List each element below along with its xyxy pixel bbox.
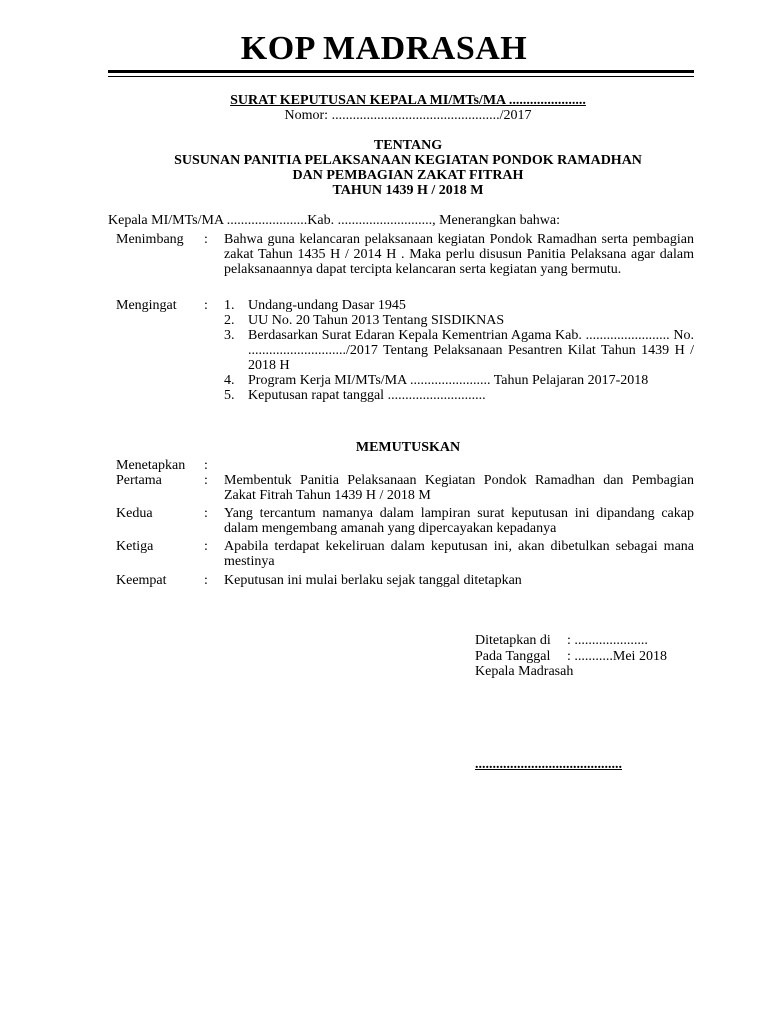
list-item-text: Undang-undang Dasar 1945 bbox=[248, 298, 406, 313]
menimbang-text: Bahwa guna kelancaran pelaksanaan kegiatan Pondok Ramadhan serta pembagian zakat Tahun 1435 H / 2014 H . Maka perlu disusun Panitia Pelaksana agar dalam pelaksanaannya dapat tercipta kelancaran serta kegiatan yang bermutu. bbox=[224, 232, 694, 277]
pertama-text: Membentuk Panitia Pelaksanaan Kegiatan Pondok Ramadhan dan Pembagian Zakat Fitrah Tahun 1439 H / 2018 M bbox=[224, 473, 694, 503]
menimbang-colon: : bbox=[204, 232, 208, 247]
pertama-label: Pertama bbox=[116, 473, 162, 488]
list-item bbox=[224, 373, 694, 388]
pertama-colon: : bbox=[204, 473, 208, 488]
mengingat-colon: : bbox=[204, 298, 208, 313]
mengingat-label: Mengingat bbox=[116, 298, 177, 313]
intro-statement: Kepala MI/MTs/MA .......................Kab. ..........................., Menerangkan bahwa: bbox=[108, 213, 561, 228]
memutuskan-heading: MEMUTUSKAN bbox=[355, 440, 461, 455]
list-item-text: Program Kerja MI/MTs/MA ....................... Tahun Pelajaran 2017-2018 bbox=[248, 373, 649, 388]
list-item bbox=[224, 298, 694, 313]
kedua-label: Kedua bbox=[116, 506, 153, 521]
ketiga-colon: : bbox=[204, 539, 208, 554]
list-item-number: 1. bbox=[224, 298, 235, 313]
tanggal-label: Pada Tanggal bbox=[475, 649, 551, 664]
tentang-heading: TENTANG bbox=[373, 138, 443, 153]
list-item-text: Berdasarkan Surat Edaran Kepala Kementrian Agama Kab. ........................ No. ............................/2017 Tentang Pelaksanaan Pesantren Kilat Tahun 1439 H / 2018 H bbox=[248, 328, 694, 373]
decree-title: SURAT KEPUTUSAN KEPALA MI/MTs/MA ...................... bbox=[230, 93, 586, 108]
list-item-number: 2. bbox=[224, 313, 235, 328]
subject-line-3: TAHUN 1439 H / 2018 M bbox=[332, 183, 484, 198]
kedua-text: Yang tercantum namanya dalam lampiran surat keputusan ini dipandang cakap dalam mengembang amanah yang dipercayakan kepadanya bbox=[224, 506, 694, 536]
list-item-text: Keputusan rapat tanggal ............................ bbox=[248, 388, 486, 403]
kedua-colon: : bbox=[204, 506, 208, 521]
list-item bbox=[224, 388, 694, 403]
signature-name-line: .......................................... bbox=[475, 757, 622, 772]
decree-number: Nomor: ................................................/2017 bbox=[284, 108, 532, 123]
keempat-text: Keputusan ini mulai berlaku sejak tanggal ditetapkan bbox=[224, 573, 522, 588]
list-item bbox=[224, 313, 694, 328]
list-item-number: 5. bbox=[224, 388, 235, 403]
keempat-colon: : bbox=[204, 573, 208, 588]
menetapkan-colon: : bbox=[204, 458, 208, 473]
menetapkan-label: Menetapkan bbox=[116, 458, 186, 473]
signature-date-line bbox=[475, 649, 667, 664]
signature-position: Kepala Madrasah bbox=[475, 664, 574, 679]
ditetapkan-value: : ..................... bbox=[567, 633, 648, 648]
keempat-label: Keempat bbox=[116, 573, 167, 588]
mengingat-list bbox=[224, 298, 694, 403]
signature-place-line bbox=[475, 633, 648, 648]
subject-line-1: SUSUNAN PANITIA PELAKSANAAN KEGIATAN PONDOK RAMADHAN bbox=[174, 153, 642, 168]
list-item-number: 3. bbox=[224, 328, 235, 343]
letterhead-rule-thin bbox=[108, 76, 694, 77]
ketiga-label: Ketiga bbox=[116, 539, 154, 554]
ditetapkan-label: Ditetapkan di bbox=[475, 633, 551, 648]
menimbang-label: Menimbang bbox=[116, 232, 184, 247]
list-item bbox=[224, 328, 694, 373]
ketiga-text: Apabila terdapat kekeliruan dalam keputusan ini, akan dibetulkan sebagai mana mestinya bbox=[224, 539, 694, 569]
subject-block bbox=[0, 138, 768, 198]
subject-line-2: DAN PEMBAGIAN ZAKAT FITRAH bbox=[292, 168, 524, 183]
letterhead-title: KOP MADRASAH bbox=[240, 30, 528, 67]
tanggal-value: : ...........Mei 2018 bbox=[567, 649, 667, 664]
letterhead-rule-thick bbox=[108, 70, 694, 73]
list-item-text: UU No. 20 Tahun 2013 Tentang SISDIKNAS bbox=[248, 313, 505, 328]
list-item-number: 4. bbox=[224, 373, 235, 388]
